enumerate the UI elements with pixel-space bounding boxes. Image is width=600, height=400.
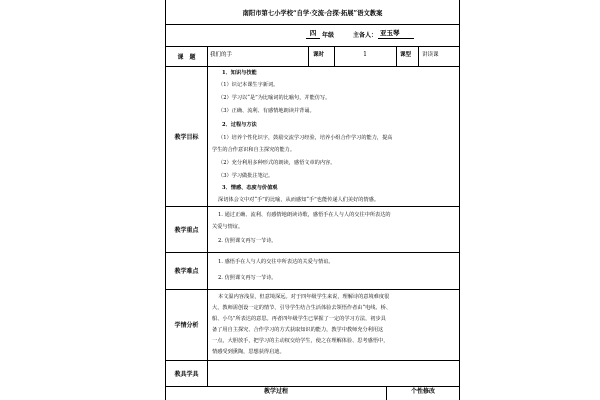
goals-line: 3．情感、态度与价值观: [222, 185, 278, 191]
preparer-value: 亚玉琴: [378, 29, 414, 39]
period-label: 课时: [313, 52, 325, 58]
topic-cell: [208, 46, 459, 66]
analysis-line: 本文温内容浅显，但意境深远。对于四年级学生来说，理解诗的意境难度很: [218, 294, 390, 300]
difficulties-line: 2. 仿照课文再写一节诗。: [218, 275, 277, 281]
difficulties-row: [166, 252, 459, 290]
lesson-plan-sheet: [165, 0, 460, 400]
goals-line: 2．过程与方法: [222, 122, 257, 128]
goals-line: （1）培养个性化识字，鼓励交流学习经验，培养小组合作学习的能力，提高: [218, 135, 393, 141]
footer-row: [166, 386, 459, 400]
analysis-line: 一点，大胆放手，把学习的主动权交给学生，使之在理解体验、思考感悟中，: [212, 338, 389, 344]
title-row: [166, 0, 459, 25]
key-points-label: 教学重点: [166, 206, 208, 252]
goals-line: （2）充分利用多种形式的朗读，感悟文章的内容。: [218, 160, 336, 166]
goals-line: 深切体会文中对“手”的比喻，从而感知“手”也能传递人们美好的情感。: [218, 197, 380, 203]
key-points-cell: [208, 206, 459, 252]
period-value: 1: [363, 51, 367, 58]
goals-line: （3）正确、流利、有感情地朗读并背诵。: [218, 108, 315, 114]
grade-value: 四: [306, 29, 320, 39]
goals-cell: [208, 66, 459, 206]
topic-value: 我们的手: [210, 52, 233, 58]
goals-line: （1）识记本课生字新词。: [218, 82, 279, 88]
analysis-cell: [208, 289, 459, 360]
divider: [418, 46, 419, 66]
grade-label: 年级: [322, 32, 335, 39]
document-title: 南阳市第七小学校“自学·交流·合探·拓展”语文教案: [242, 10, 383, 17]
divider: [396, 46, 397, 66]
analysis-label: 学情分析: [166, 289, 208, 360]
grade-preparer-row: [166, 24, 459, 47]
analysis-line: 大，教师需创设一定的情节，引导学生结合生活体验去领悟作者由“电线、桥、: [212, 305, 392, 311]
revision-label: 个性修改: [410, 388, 435, 395]
goals-line: （2）学习以“是”为比喻词的比喻句，并能仿写。: [218, 95, 331, 101]
difficulties-cell: [208, 252, 459, 289]
key-points-line: 2. 仿照课文再写一节诗。: [218, 238, 277, 244]
analysis-line: 船、小鸟”所表达的意思。再者四年级学生已掌握了一定的学习方法，初步具: [212, 316, 386, 322]
topic-label: 课 题: [166, 46, 208, 66]
tools-cell: [208, 360, 459, 386]
tools-row: [166, 360, 459, 387]
analysis-row: [166, 289, 459, 361]
key-points-line: 1. 通过正确、流利、有感情地朗读诗歌，感悟手在人与人的交往中所表达的: [218, 212, 391, 218]
preparer-label: 主备人：: [353, 32, 378, 39]
key-points-line: 关爱与情谊。: [212, 224, 244, 230]
key-points-row: [166, 206, 459, 253]
goals-label: 教学目标: [166, 66, 208, 206]
divider: [308, 46, 309, 66]
difficulties-label: 教学难点: [166, 252, 208, 289]
topic-row: [166, 46, 459, 67]
tools-label: 教具学具: [166, 360, 208, 386]
analysis-line: 情感受到熏陶，思想获得启迪。: [212, 349, 285, 355]
goals-line: 1．知识与技能: [222, 70, 257, 76]
goals-row: [166, 66, 459, 207]
analysis-line: 备了用自主探究、合作学习的方式获取知识的能力，教学中教师充分利用这: [212, 327, 384, 333]
type-value: 讲读课: [422, 52, 439, 58]
goals-line: 学生的合作意识和自主探究的能力。: [212, 147, 296, 153]
difficulties-line: 1. 感悟手在人与人的交往中所表达的关爱与情谊。: [218, 259, 334, 265]
goals-line: （3）学习做批注笔记。: [218, 173, 274, 179]
process-label: 教学过程: [263, 388, 288, 395]
type-label: 课型: [400, 52, 412, 58]
